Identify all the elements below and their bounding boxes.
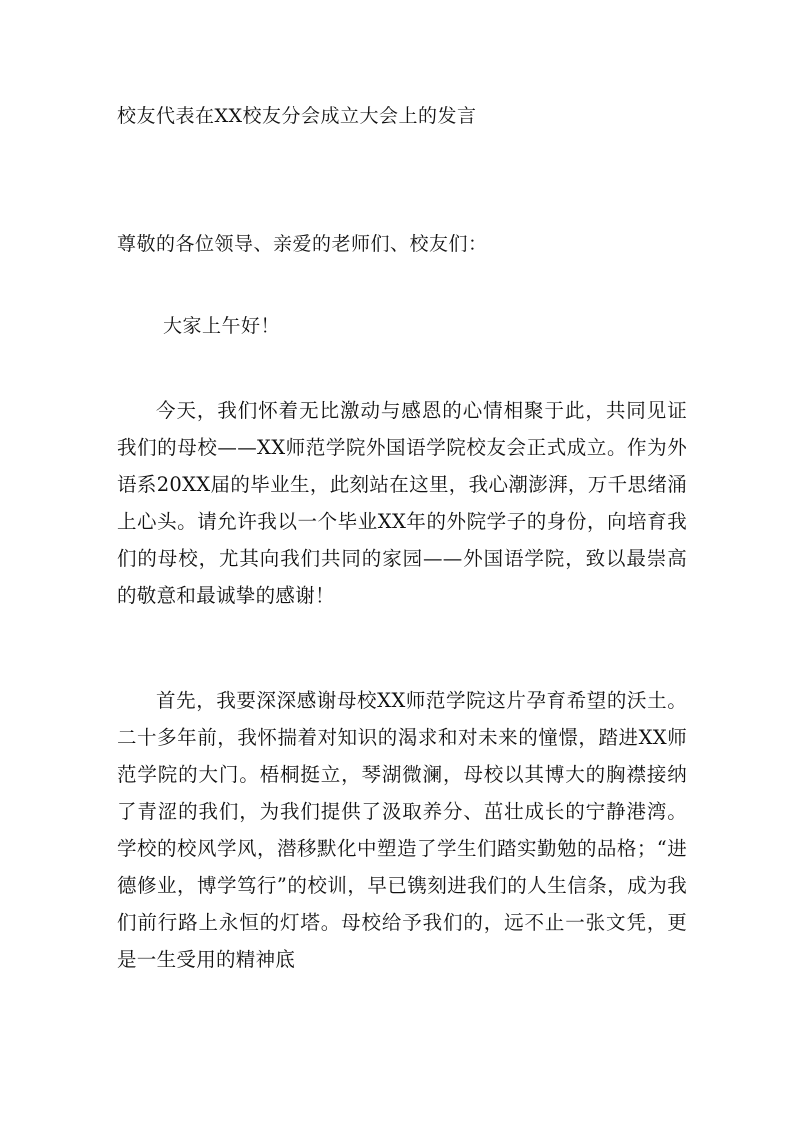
- paragraph-1: 今天，我们怀着无比激动与感恩的心情相聚于此，共同见证我们的母校——XX师范学院外国语学院校友会正式成立。作为外语系20XX届的毕业生，此刻站在这里，我心潮澎湃，万千思绪涌上心头。请允许我以一个毕业XX年的外院学子的身份，向培育我们的母校，尤其向我们共同的家园——外国语学院，致以最崇高的敬意和最诚挚的感谢！: [117, 399, 687, 607]
- salutation: 尊敬的各位领导、亲爱的老师们、校友们：: [117, 233, 488, 255]
- document-title: 校友代表在XX校友分会成立大会上的发言: [117, 105, 477, 127]
- paragraph-2: 首先，我要深深感谢母校XX师范学院这片孕育希望的沃土。二十多年前，我怀揣着对知识的渴求和对未来的憧憬，踏进XX师范学院的大门。梧桐挺立，琴湖微澜，母校以其博大的胸襟接纳了青涩的我们，为我们提供了汲取养分、茁壮成长的宁静港湾。学校的校风学风，潜移默化中塑造了学生们踏实勤勉的品格；“进德修业，博学笃行”的校训，早已镌刻进我们的人生信条，成为我们前行路上永恒的灯塔。母校给予我们的，远不止一张文凭，更是一生受用的精神底: [117, 689, 687, 971]
- greeting: 大家上午好！: [163, 315, 281, 337]
